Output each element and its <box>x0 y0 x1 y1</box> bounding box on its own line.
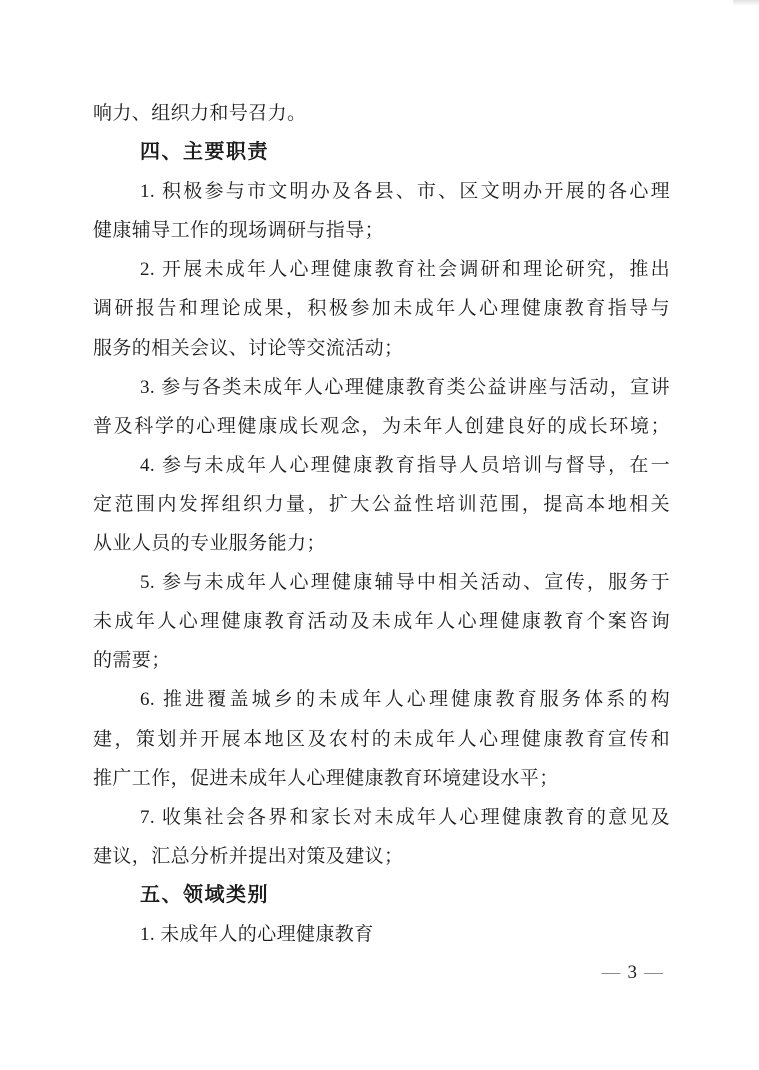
body-line: 响力、组织力和号召力。 <box>93 103 307 124</box>
list-item-1-line: 健康辅导工作的现场调研与指导； <box>93 220 385 242</box>
section-heading-main-duties: 四、主要职责 <box>140 141 269 164</box>
list-item-6-line: 建，策划并开展本地区及农村的未成年人心理健康教育宣传和 <box>93 728 670 750</box>
list-item-3-line: 普及科学的心理健康成长观念，为未年人创建良好的成长环境； <box>93 415 670 437</box>
list-item-3-line: 3. 参与各类未成年人心理健康教育类公益讲座与活动，宣讲 <box>140 376 670 398</box>
list-item-4-line: 定范围内发挥组织力量，扩大公益性培训范围，提高本地相关 <box>93 493 670 515</box>
list-item-6-line: 推广工作，促进未成年人心理健康教育环境建设水平； <box>93 767 559 789</box>
list-item-5-line: 5. 参与未成年人心理健康辅导中相关活动、宣传，服务于 <box>140 572 670 594</box>
list-item-5-line: 的需要； <box>93 650 171 672</box>
list-item-2-line: 调研报告和理论成果，积极参加未成年人心理健康教育指导与 <box>93 298 670 320</box>
list-item-4-line: 从业人员的专业服务能力； <box>93 533 326 555</box>
page-number <box>0 962 670 984</box>
list-item-7-line: 建议，汇总分析并提出对策及建议； <box>93 845 404 867</box>
page-number-value: 3 <box>627 962 637 983</box>
list-item-2-line: 2. 开展未成年人心理健康教育社会调研和理论研究，推出 <box>140 259 670 281</box>
list-item-7-line: 7. 收集社会各界和家长对未成年人心理健康教育的意见及 <box>140 806 670 828</box>
page-number-dash-right: — <box>644 962 663 983</box>
section-heading-domain-category: 五、领域类别 <box>140 883 269 906</box>
list-item-2-line: 服务的相关会议、讨论等交流活动； <box>93 337 404 359</box>
list-item-4-line: 4. 参与未成年人心理健康教育指导人员培训与督导，在一 <box>140 454 670 476</box>
domain-category-item-1: 1. 未成年人的心理健康教育 <box>140 923 374 945</box>
list-item-6-line: 6. 推进覆盖城乡的未成年人心理健康教育服务体系的构 <box>140 689 670 711</box>
list-item-5-line: 未成年人心理健康教育活动及未成年人心理健康教育个案咨询 <box>93 611 670 633</box>
scan-artifact-top-right <box>733 0 759 6</box>
list-item-1-line: 1. 积极参与市文明办及各县、市、区文明办开展的各心理 <box>140 181 670 203</box>
page-number-dash-left: — <box>601 962 621 983</box>
document-body <box>93 94 670 954</box>
